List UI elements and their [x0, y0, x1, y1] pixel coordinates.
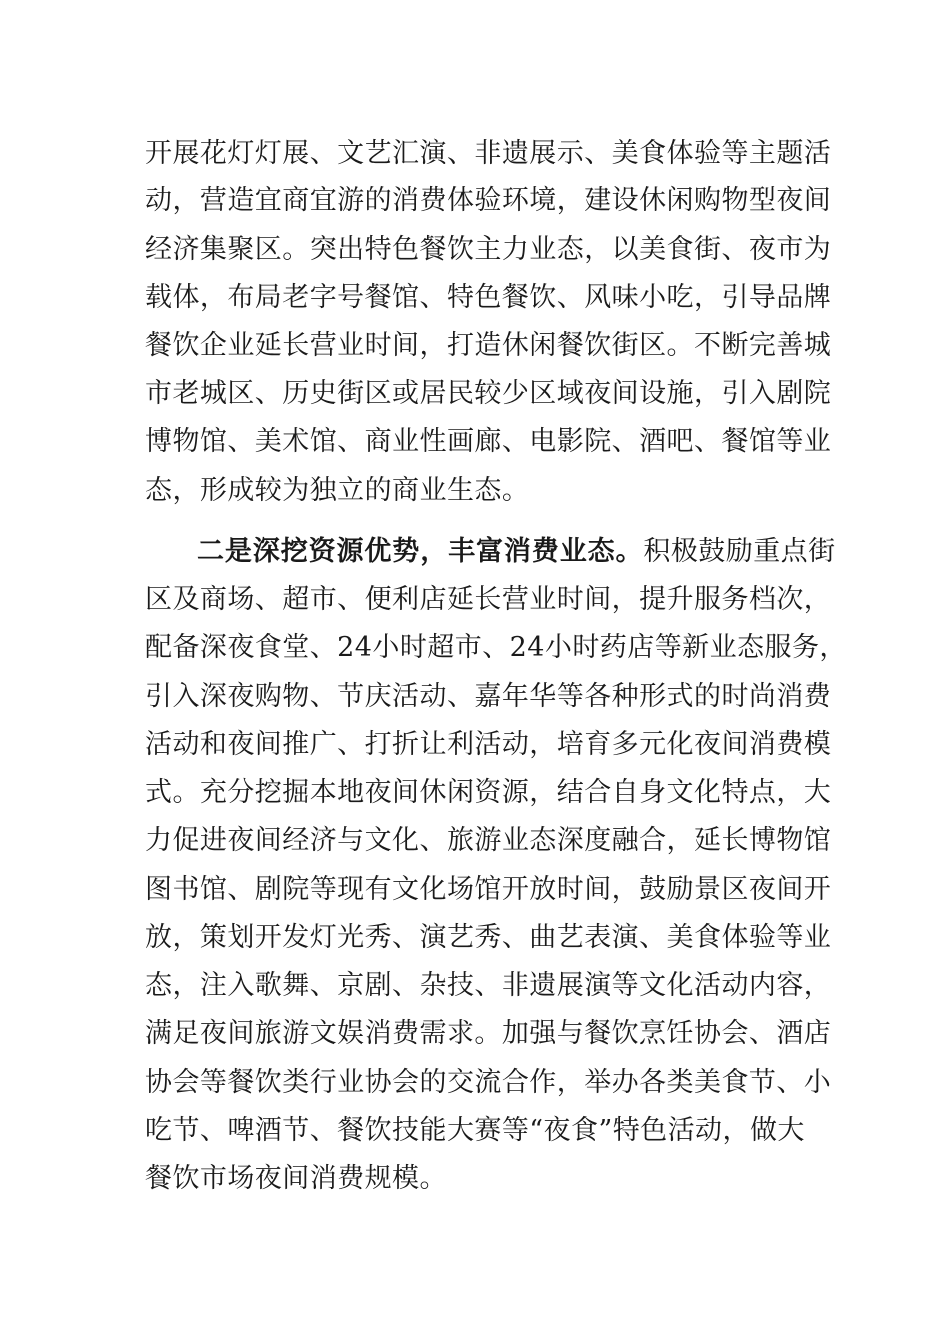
section-heading: 二是深挖资源优势，丰富消费业态。: [197, 536, 644, 567]
paragraph-text: 积极鼓励重点街: [643, 536, 836, 567]
paragraph-line: 区及商场、超市、便利店延长营业时间，提升服务档次，: [145, 584, 832, 615]
paragraph-line: 式。充分挖掘本地夜间休闲资源，结合自身文化特点，大: [145, 777, 832, 808]
paragraph-line: 吃节、啤酒节、餐饮技能大赛等“夜食”特色活动，做大: [145, 1115, 805, 1146]
paragraph-line: 力促进夜间经济与文化、旅游业态深度融合，延长博物馆: [145, 825, 832, 856]
paragraph-line: 配备深夜食堂、24小时超市、24小时药店等新业态服务，: [145, 632, 847, 663]
paragraph-line: 满足夜间旅游文娱消费需求。加强与餐饮烹饪协会、酒店: [145, 1018, 832, 1049]
paragraph-line: 协会等餐饮类行业协会的交流合作，举办各类美食节、小: [145, 1067, 832, 1098]
paragraph-line: 引入深夜购物、节庆活动、嘉年华等各种形式的时尚消费: [145, 681, 832, 712]
paragraph-line: 活动和夜间推广、打折让利活动，培育多元化夜间消费模: [145, 729, 832, 760]
paragraph-first-line: [197, 532, 836, 572]
paragraph-line: 放，策划开发灯光秀、演艺秀、曲艺表演、美食体验等业: [145, 922, 832, 953]
paragraph-line: 市老城区、历史街区或居民较少区域夜间设施，引入剧院: [145, 378, 832, 409]
paragraph-line: 图书馆、剧院等现有文化场馆开放时间，鼓励景区夜间开: [145, 874, 832, 905]
paragraph-line: 博物馆、美术馆、商业性画廊、电影院、酒吧、餐馆等业: [145, 426, 832, 457]
paragraph-line: 经济集聚区。突出特色餐饮主力业态，以美食街、夜市为: [145, 234, 832, 265]
paragraph-line: 态，形成较为独立的商业生态。: [145, 475, 530, 506]
paragraph-line: 餐饮企业延长营业时间，打造休闲餐饮街区。不断完善城: [145, 330, 832, 361]
paragraph-line: 态，注入歌舞、京剧、杂技、非遗展演等文化活动内容，: [145, 970, 832, 1001]
paragraph-line: 载体，布局老字号餐馆、特色餐饮、风味小吃，引导品牌: [145, 282, 832, 313]
paragraph-line: 动，营造宜商宜游的消费体验环境，建设休闲购物型夜间: [145, 185, 832, 216]
paragraph-line: 开展花灯灯展、文艺汇演、非遗展示、美食体验等主题活: [145, 138, 832, 169]
paragraph-line: 餐饮市场夜间消费规模。: [145, 1163, 447, 1194]
